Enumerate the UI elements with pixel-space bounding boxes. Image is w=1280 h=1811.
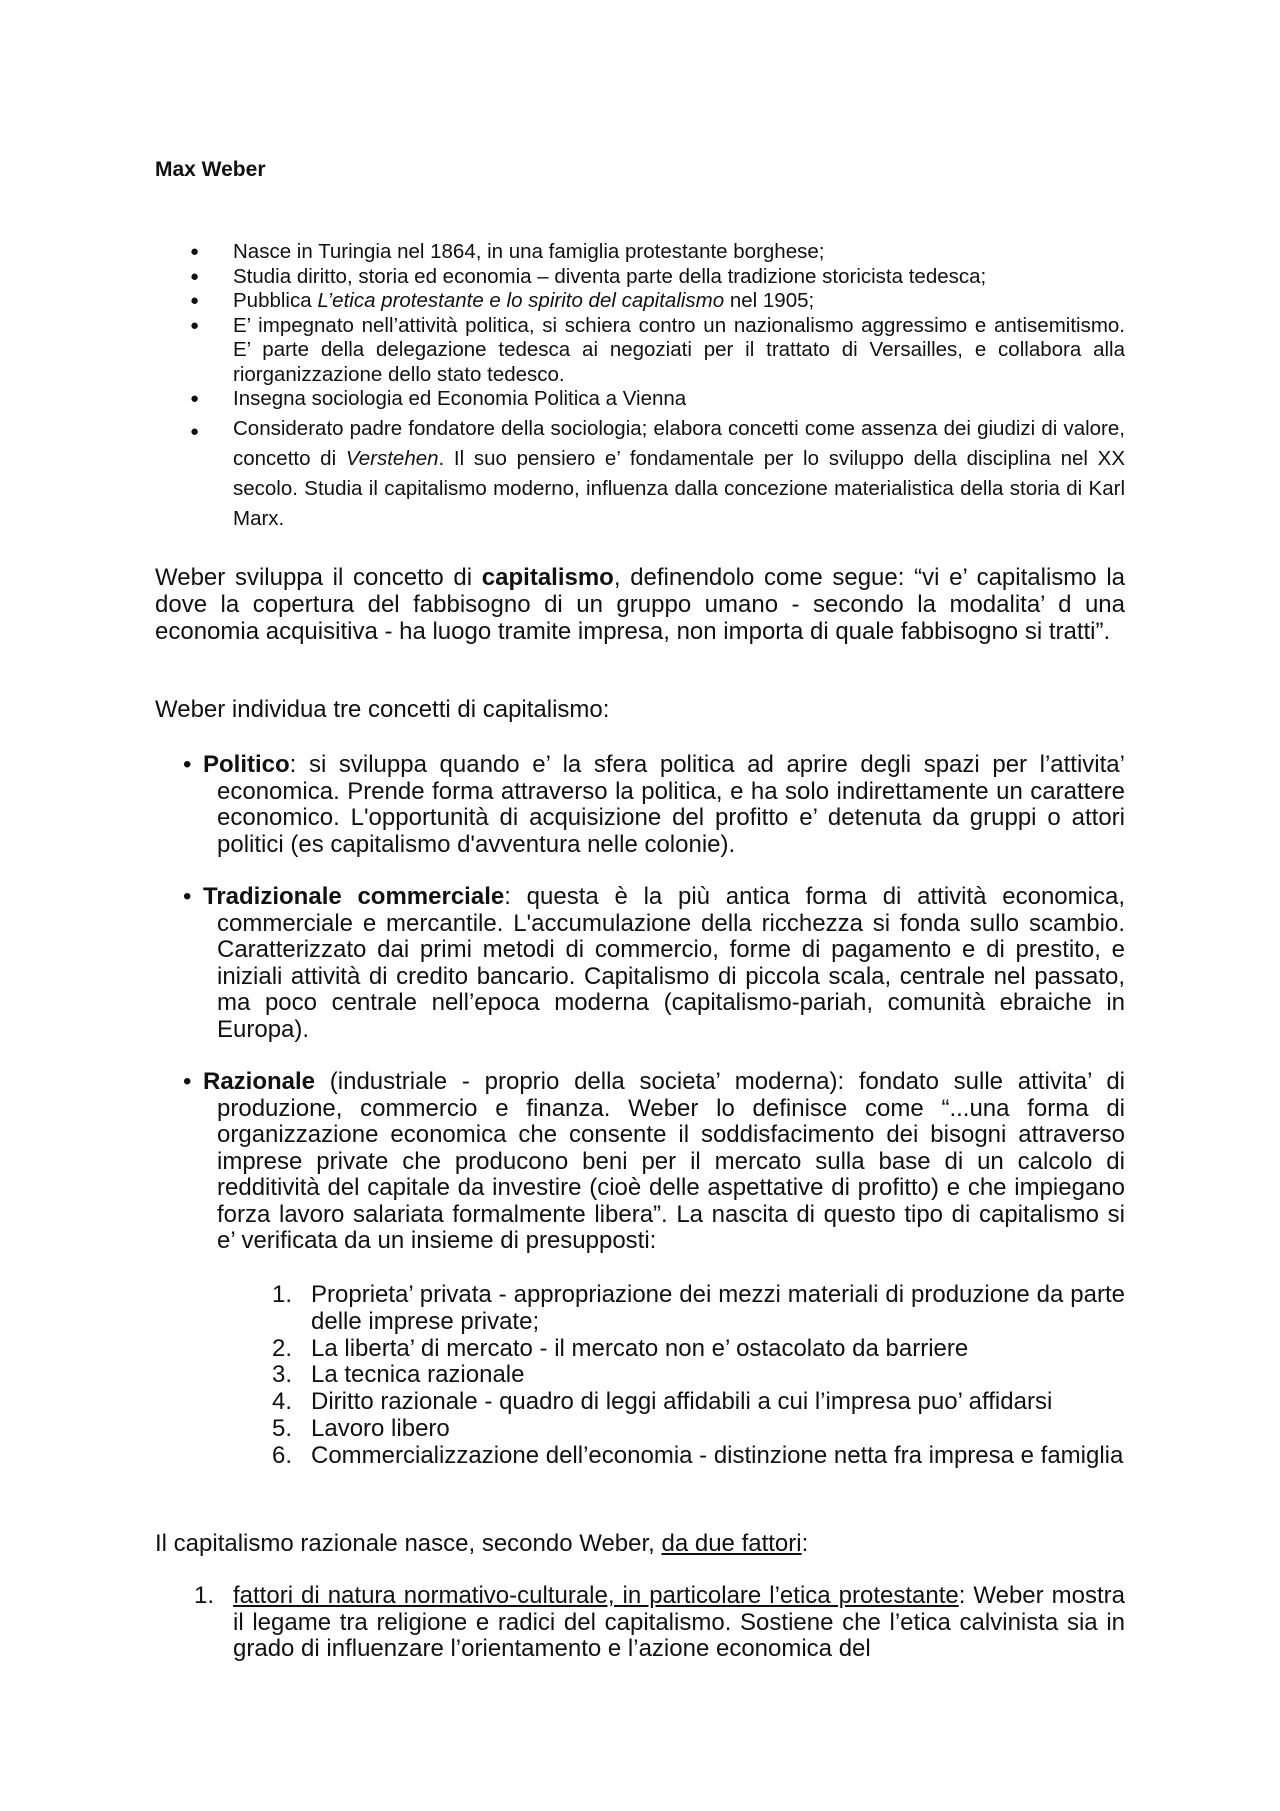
presuppositions-list [272,1282,1125,1470]
document-title: Max Weber [155,158,266,181]
underlined-phrase: da due fattori [661,1530,802,1557]
bio-item: ● Considerato padre fondatore della sociologia; elabora concetti come assenza dei giudizi di valore, concetto di Verstehen. Il suo pensiero e’ fondamentale per lo sviluppo della disciplina nel XX secolo. Studia il capitalismo moderno, influenza dalla concezione materialistica della storia di Karl Marx. [190,414,1125,534]
type-name: Politico [203,751,290,778]
presupposition-item: 2. La liberta’ di mercato - il mercato non e’ ostacolato da barriere [272,1334,969,1362]
capitalism-term: capitalismo [481,564,614,591]
type-name: Razionale [203,1068,316,1095]
bio-item: ● Studia diritto, storia ed economia – diventa parte della tradizione storicista tedesca; [190,265,1125,290]
capitalism-type-rational: • Razionale (industriale - proprio della societa’ moderna): fondato sulle attivita’ di produzione, commercio e finanza. Weber lo definisce come “...una forma di organizzazione economica che consente il soddisfacimento dei bisogni attraverso imprese private che producono beni per il mercato sulla base di un calcolo di redditività del capitale da investire (cioè delle aspettative di profitto) e che impiegano forza lavoro salariata formalmente libera”. La nascita di questo tipo di capitalismo si e’ verificata da un insieme di presupposti: [183,1068,1125,1254]
capitalism-definition: Weber sviluppa il concetto di capitalismo, definendolo come segue: “vi e’ capitalismo la dove la copertura del fabbisogno di un gruppo umano - secondo la modalita’ d una economia acquisitiva - ha luogo tramite impresa, non importa di quale fabbisogno si tratti”. [155,564,1125,645]
bullet: • [183,751,192,778]
factor-item: 1. fattori di natura normativo-culturale, in particolare l’etica protestante: Weber mostra il legame tra religione e radici del capitalismo. Sostiene che l’etica calvinista sia in grado di influenzare l’orientamento e l’azione economica del [194,1582,1125,1662]
type-name: Tradizionale commerciale [203,883,505,910]
bio-item: ● Nasce in Turingia nel 1864, in una famiglia protestante borghese; [190,240,1125,265]
bullet: • [183,883,192,910]
capitalism-types-list [183,752,1125,1281]
biography-list [190,240,1125,534]
bio-item: ● Pubblica L’etica protestante e lo spirito del capitalismo nel 1905; [190,289,1125,314]
underlined-phrase: fattori di natura normativo-culturale, in particolare l’etica protestante [233,1582,959,1609]
rational-origin-paragraph: Il capitalismo razionale nasce, secondo Weber, da due fattori: [155,1530,809,1557]
factors-list [194,1583,1125,1663]
bullet: • [183,1068,192,1095]
presupposition-item: 5. Lavoro libero [272,1414,450,1442]
presupposition-item: 1. Proprieta’ privata - appropriazione dei mezzi materiali di produzione da parte delle imprese private; [272,1281,1125,1335]
verstehen-term: Verstehen [345,446,439,470]
capitalism-type-traditional: • Tradizionale commerciale: questa è la più antica forma di attività economica, commerciale e mercantile. L'accumulazione della ricchezza si fonda sullo scambio. Caratterizzato dai primi metodi di commercio, forme di pagamento e di prestito, e iniziali attività di credito bancario. Capitalismo di piccola scala, centrale nel passato, ma poco centrale nell’epoca moderna (capitalismo-pariah, comunità ebraiche in Europa). [183,883,1125,1043]
bio-item: ● Insegna sociologia ed Economia Politica a Vienna [190,387,1125,412]
capitalism-type-political: • Politico: si sviluppa quando e’ la sfera politica ad aprire degli spazi per l’attivita’ economica. Prende forma attraverso la politica, e ha solo indirettamente un carattere economico. L'opportunità di acquisizione del profitto e’ detenuta da gruppi o attori politici (es capitalismo d'avventura nelle colonie). [183,751,1125,858]
presupposition-item: 3. La tecnica razionale [272,1361,525,1389]
book-title: L’etica protestante e lo spirito del capitalismo [317,289,725,312]
presupposition-item: 4. Diritto razionale - quadro di leggi affidabili a cui l’impresa puo’ affidarsi [272,1388,1053,1416]
bio-item: ● E’ impegnato nell’attività politica, si schiera contro un nazionalismo aggressimo e antisemitismo. E’ parte della delegazione tedesca ai negoziati per il trattato di Versailles, e collabora alla riorganizzazione dello stato tedesco. [190,314,1125,388]
presupposition-item: 6. Commercializzazione dell’economia - distinzione netta fra impresa e famiglia [272,1441,1124,1469]
three-concepts-intro: Weber individua tre concetti di capitalismo: [155,696,610,723]
